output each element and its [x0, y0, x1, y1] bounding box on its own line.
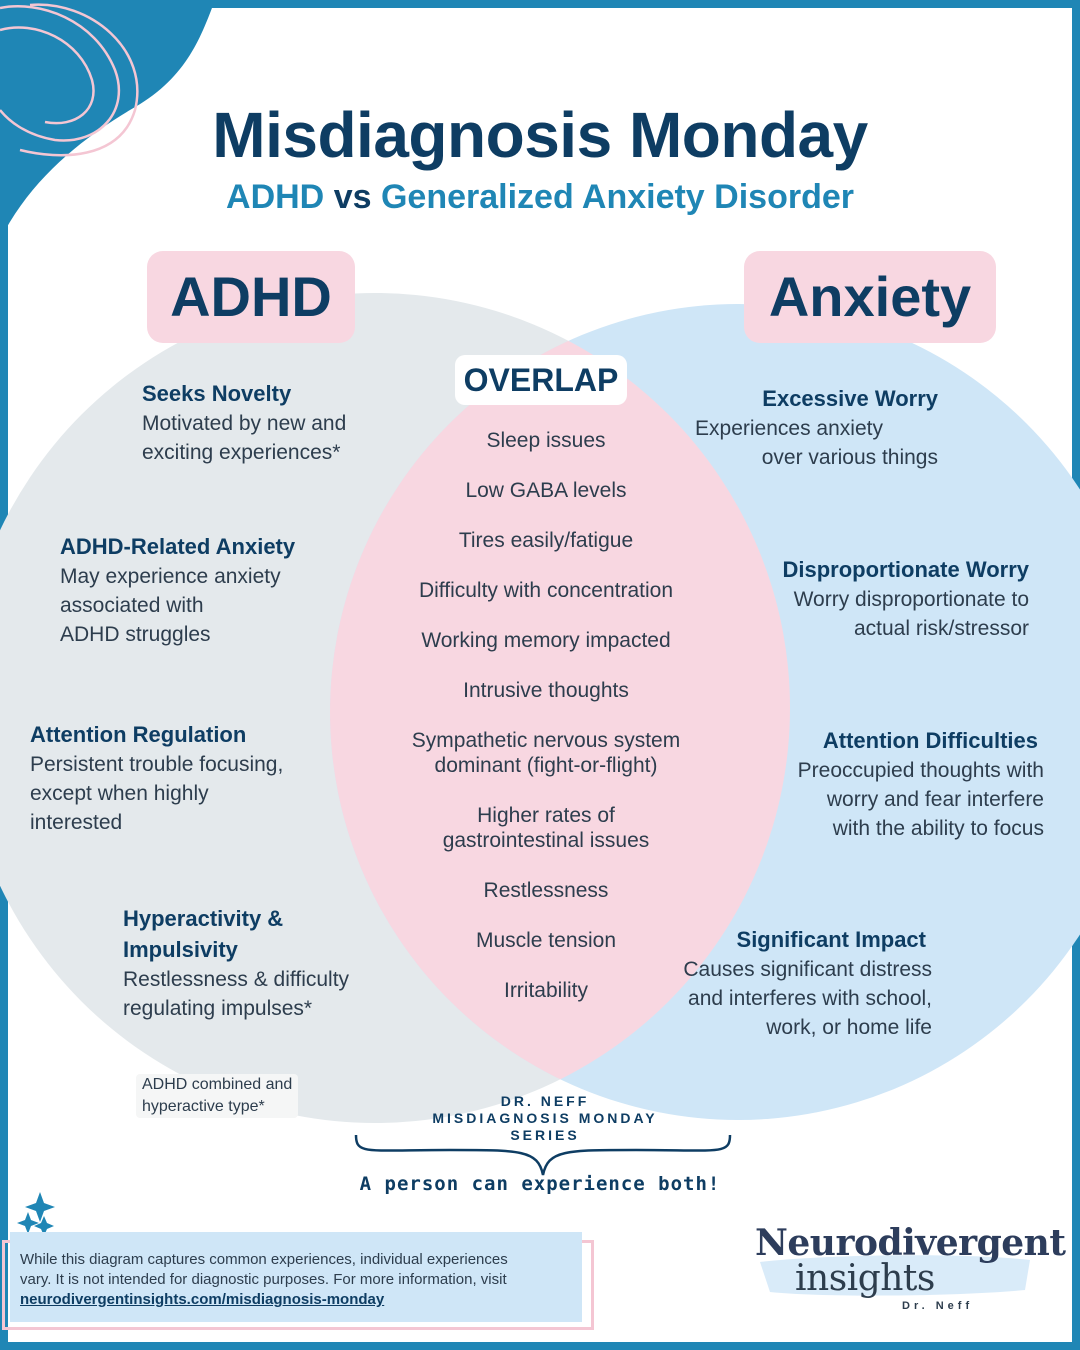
anxiety-item-body-line: over various things [761, 446, 938, 469]
overlap-item [370, 728, 722, 778]
conclusion-text: A person can experience both! [359, 1173, 721, 1195]
overlap-item: Restlessness [483, 879, 609, 902]
overlap-item: Difficulty with concentration [418, 579, 674, 602]
anxiety-item-heading: Excessive Worry [762, 386, 938, 411]
subtitle-adhd: ADHD [226, 178, 325, 216]
adhd-item-heading: Impulsivity [123, 937, 238, 962]
overlap-item [370, 803, 722, 853]
adhd-item-body-line: Motivated by new and [142, 412, 347, 435]
adhd-item-body-line: interested [30, 811, 123, 834]
anxiety-item-body-line: Causes significant distress [683, 958, 932, 981]
adhd-item-heading: Attention Regulation [30, 722, 247, 747]
adhd-item-body-line: Restlessness & difficulty [123, 968, 350, 991]
subtitle-vs: vs [333, 178, 372, 216]
anxiety-item-body-line: worry and fear interfere [826, 788, 1044, 811]
overlap-item-line: Sympathetic nervous system [411, 729, 681, 752]
adhd-item-heading: Seeks Novelty [142, 381, 292, 406]
anxiety-item [640, 383, 938, 472]
anxiety-item-heading: Disproportionate Worry [782, 557, 1029, 582]
overlap-item: Irritability [503, 979, 588, 1002]
anxiety-item-body-line: with the ability to focus [832, 817, 1044, 840]
overlap-item: Low GABA levels [465, 479, 627, 502]
anxiety-item-body-line: Worry disproportionate to [793, 588, 1029, 611]
overlap-label: OVERLAP [455, 355, 627, 405]
adhd-item [142, 378, 442, 467]
series-credit-line: MISDIAGNOSIS MONDAY [432, 1110, 658, 1126]
disclaimer-line: While this diagram captures common experiences, individual experiences [20, 1251, 508, 1268]
disclaimer-line: vary. It is not intended for diagnostic purposes. For more information, visit [20, 1271, 507, 1288]
adhd-item-heading: Hyperactivity & [123, 906, 284, 931]
overlap-item: Tires easily/fatigue [458, 529, 634, 552]
anxiety-item [720, 725, 1044, 843]
adhd-item-body-line: except when highly [30, 782, 209, 805]
overlap-item: Intrusive thoughts [463, 679, 629, 702]
adhd-item-body-line: Persistent trouble focusing, [30, 753, 284, 776]
footnote-line: ADHD combined and [142, 1076, 293, 1093]
series-credit [380, 1093, 710, 1144]
anxiety-item-body-line: actual risk/stressor [853, 617, 1029, 640]
anxiety-item-heading: Significant Impact [736, 927, 926, 952]
adhd-item-heading: ADHD-Related Anxiety [60, 534, 296, 559]
brand-logo-signature: Dr. Neff [902, 1300, 974, 1312]
adhd-footnote [136, 1074, 298, 1118]
footnote-line: hyperactive type* [142, 1098, 265, 1115]
overlap-item: Working memory impacted [421, 629, 671, 652]
adhd-item [30, 719, 360, 837]
page-subtitle [0, 178, 1080, 217]
adhd-item-body-line: ADHD struggles [60, 623, 211, 646]
anxiety-item [700, 554, 1029, 643]
anxiety-item-heading: Attention Difficulties [822, 728, 1038, 753]
adhd-item-body-line: regulating impulses* [123, 997, 313, 1020]
brand-logo-line1: Neurodivergent [755, 1222, 1066, 1264]
subtitle-anxiety: Generalized Anxiety Disorder [380, 178, 854, 216]
adhd-item-body-line: May experience anxiety [60, 565, 281, 588]
anxiety-item-body-line: and interferes with school, [688, 987, 932, 1010]
overlap-item-line: gastrointestinal issues [442, 829, 650, 852]
adhd-item [60, 531, 380, 649]
overlap-item-line: dominant (fight-or-flight) [434, 754, 658, 777]
adhd-item-body-line: exciting experiences* [142, 441, 341, 464]
adhd-label: ADHD [147, 251, 355, 343]
anxiety-item-body-line: Preoccupied thoughts with [797, 759, 1044, 782]
anxiety-item-body-line: Experiences anxiety [695, 417, 883, 440]
series-credit-line: DR. NEFF [500, 1093, 590, 1109]
sparkle-icon [17, 1192, 55, 1236]
disclaimer-link[interactable]: neurodivergentinsights.com/misdiagnosis-monday [20, 1291, 385, 1308]
overlap-item-line: Higher rates of [477, 804, 615, 827]
adhd-item [123, 903, 423, 1023]
anxiety-item-body-line: work, or home life [766, 1016, 932, 1039]
overlap-item: Muscle tension [475, 929, 617, 952]
page-title: Misdiagnosis Monday [212, 99, 868, 171]
disclaimer-text [20, 1250, 580, 1310]
anxiety-label: Anxiety [744, 251, 996, 343]
overlap-item: Sleep issues [486, 429, 606, 452]
series-credit-line: SERIES [510, 1127, 580, 1143]
anxiety-item [620, 924, 932, 1042]
adhd-item-body-line: associated with [60, 594, 204, 617]
brand-logo-line2: insights [795, 1258, 935, 1299]
